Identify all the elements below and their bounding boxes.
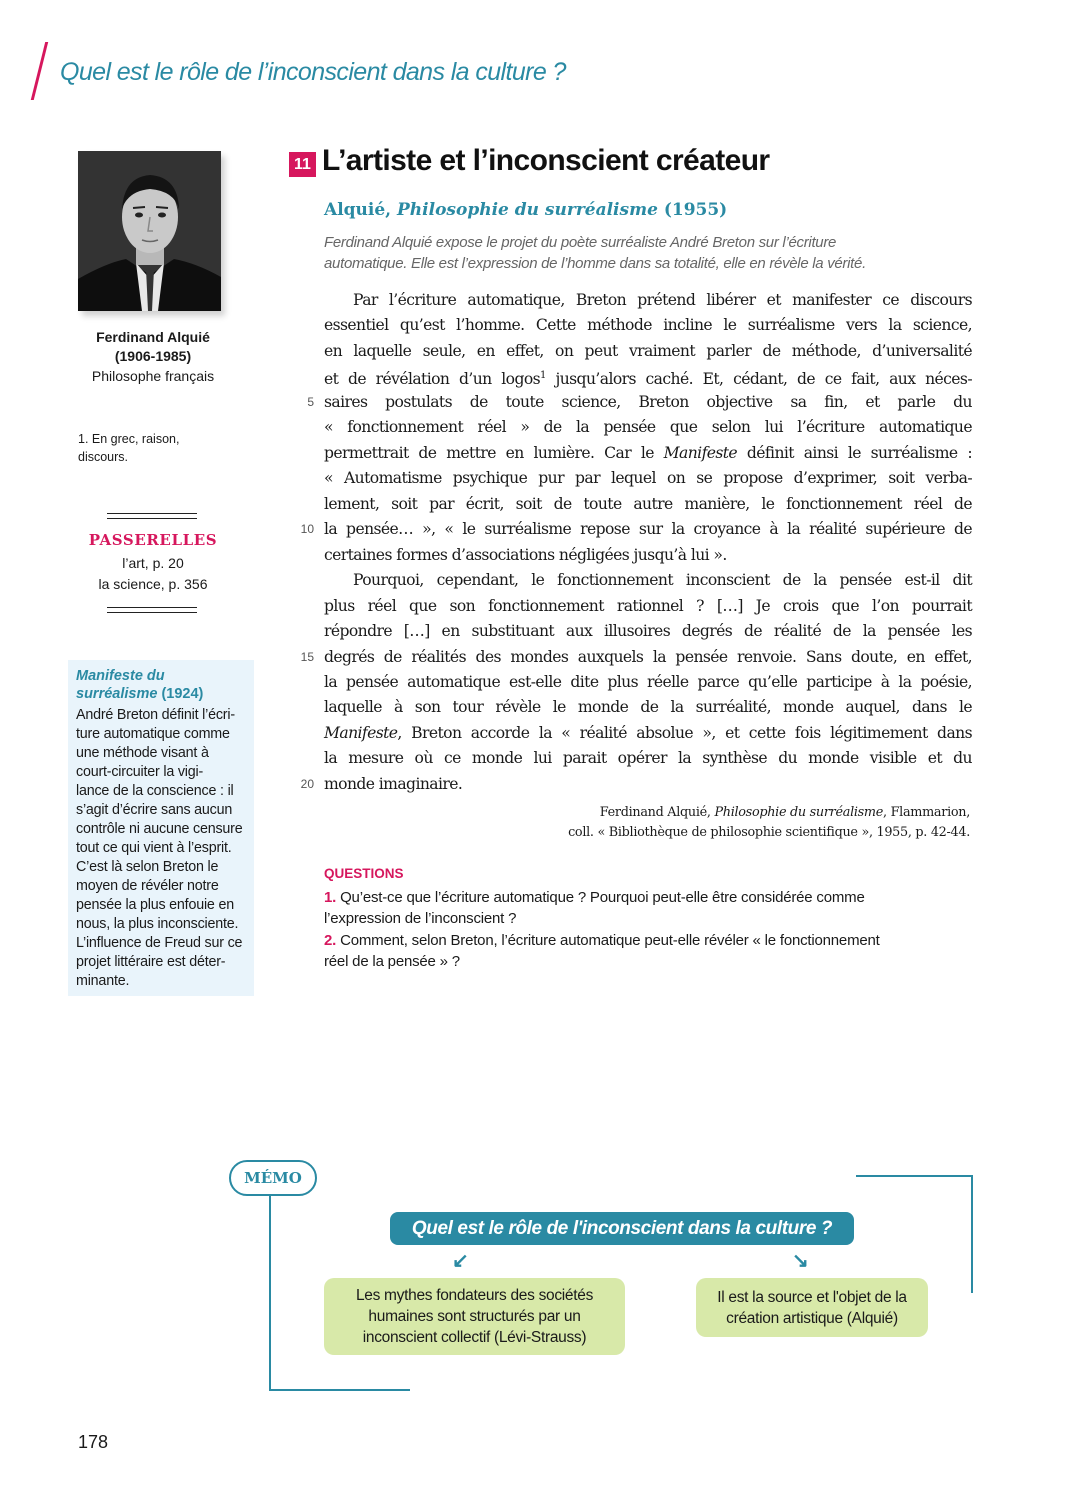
divider <box>107 513 197 519</box>
arrow-down-left-icon: ↙ <box>452 1250 469 1272</box>
portrait-photo <box>78 151 221 311</box>
text-line: permettrait de mettre en lumière. Car le Manifeste définit ainsi le surréalisme : <box>324 444 972 462</box>
document-title: L’artiste et l’inconscient créateur <box>322 144 770 177</box>
text-line: la mesure où ce monde lui parait opérer la synthèse du monde visible et du <box>324 749 972 767</box>
text-line: répondre […] en substituant aux illusoires degrés de réalité de la pensée les <box>324 622 972 640</box>
memo-frame-line <box>856 1175 973 1177</box>
divider <box>107 607 197 613</box>
text-line: laquelle à son tour révèle le monde de la surréalité, monde auquel, dans le <box>324 698 972 716</box>
text-line: « fonctionnement réel » de la pensée que selon lui l’écriture automatique <box>324 418 972 436</box>
text-line: saires postulats de toute science, Breton objective sa fin, et parle du <box>324 393 972 411</box>
line-number: 20 <box>300 777 314 791</box>
text-line: en laquelle seule, en effet, on peut vraiment parler de méthode, d’universalité <box>324 342 972 360</box>
text-line: Manifeste, Breton accorde la « réalité absolue », et cette fois légitimement dans <box>324 724 972 742</box>
text-line: « Automatisme psychique pur par lequel on se propose d’exprimer, soit verba- <box>324 469 972 487</box>
text-line: monde imaginaire. <box>324 775 463 793</box>
text-line: Pourquoi, cependant, le fonctionnement inconscient de la pensée est-il dit <box>353 571 972 589</box>
text-line: la pensée… », « le surréalisme repose sur la croyance à la réalité supérieure de <box>324 520 972 538</box>
footnote-line: discours. <box>78 450 129 464</box>
footnote-line: 1. En grec, raison, <box>78 432 180 446</box>
memo-frame-line <box>269 1389 410 1391</box>
memo-box-left: Les mythes fondateurs des sociétés humaines sont structurés par un inconscient collectif (Lévi-Strauss) <box>324 1278 625 1355</box>
memo-frame-line <box>269 1193 271 1391</box>
memo-frame-line <box>971 1175 973 1293</box>
passerelles-title: PASSERELLES <box>88 531 218 549</box>
text-line: Par l’écriture automatique, Breton prétend libérer et manifester ce discours <box>353 291 972 309</box>
author-dates: (1906-1985) <box>114 348 192 364</box>
text-line: lement, soit par écrit, soit de toute autre manière, le fonctionnement réel de <box>324 495 972 513</box>
text-line: et de révélation d’un logos$^1$ jusqu’alors caché. Et, cédant, de ce fait, aux néces- <box>324 370 973 389</box>
document-intro: Ferdinand Alquié expose le projet du poète surréaliste André Breton sur l’écriture automatique. Elle est l’expression de l’homme dans sa totalité, elle en révèle la vérité. <box>324 234 866 272</box>
manifeste-box-text: André Breton définit l’écri- ture automatique comme une méthode visant à court-circuiter la vigi- lance de la conscience : il s’agit d’écrire sans aucun contrôle ni aucune censure tout ce qui vient à l’esprit. C’est là selon Breton le moyen de révéler notre pensée la plus enfouie en nous, la plus inconsciente. L’influence de Freud sur ce projet littéraire est déter- minante. <box>76 707 243 989</box>
question-2: 2. Comment, selon Breton, l’écriture automatique peut-elle révéler « le fonctionnement réel de la pensée » ? <box>324 932 880 970</box>
arrow-down-right-icon: ↘ <box>792 1250 809 1272</box>
author-name: Ferdinand Alquié <box>96 329 210 345</box>
line-number: 5 <box>307 395 314 409</box>
line-number: 10 <box>300 522 314 536</box>
text-line: la pensée automatique est-elle dite plus réelle parce qu’elle participe à la poésie, <box>324 673 972 691</box>
chapter-title: Quel est le rôle de l’inconscient dans la culture ? <box>60 58 566 86</box>
text-line: certaines formes d’associations négligées jusqu’à lui ». <box>324 546 727 564</box>
memo-box-right: Il est la source et l'objet de la création artistique (Alquié) <box>696 1278 928 1337</box>
author-role: Philosophe français <box>91 368 215 384</box>
questions-heading: QUESTIONS <box>324 866 404 881</box>
line-number: 15 <box>300 650 314 664</box>
memo-question: Quel est le rôle de l'inconscient dans la culture ? <box>390 1212 854 1245</box>
document-number: 11 <box>289 152 316 177</box>
text-line: essentiel qu’est l’homme. Cette méthode incline le surréalisme vers la science, <box>324 316 972 334</box>
memo-badge: MÉMO <box>229 1160 317 1196</box>
author-portrait <box>78 151 221 311</box>
passerelles-link-art[interactable]: l’art, p. 20 <box>122 555 184 571</box>
header-slash <box>31 42 48 100</box>
text-line: degrés de réalités des mondes auxquels la pensée renvoie. Sans doute, en effet, <box>324 648 972 666</box>
citation: Ferdinand Alquié, Philosophie du surréalisme, Flammarion, <box>599 805 970 820</box>
text-line: plus réel que son fonctionnement rationnel ? […] Je crois que l’on pourrait <box>324 597 972 615</box>
document-source: Alquié, Philosophie du surréalisme (1955) <box>324 200 728 220</box>
question-1: 1. Qu’est-ce que l’écriture automatique ? Pourquoi peut-elle être considérée comme l’expression de l’inconscient ? <box>324 889 865 927</box>
passerelles-link-science[interactable]: la science, p. 356 <box>98 576 208 592</box>
manifeste-box-title: Manifeste du surréalisme (1924) <box>76 668 204 702</box>
footnote <box>78 430 228 466</box>
page-number: 178 <box>78 1432 109 1452</box>
citation-line: coll. « Bibliothèque de philosophie scientifique », 1955, p. 42-44. <box>568 825 970 840</box>
